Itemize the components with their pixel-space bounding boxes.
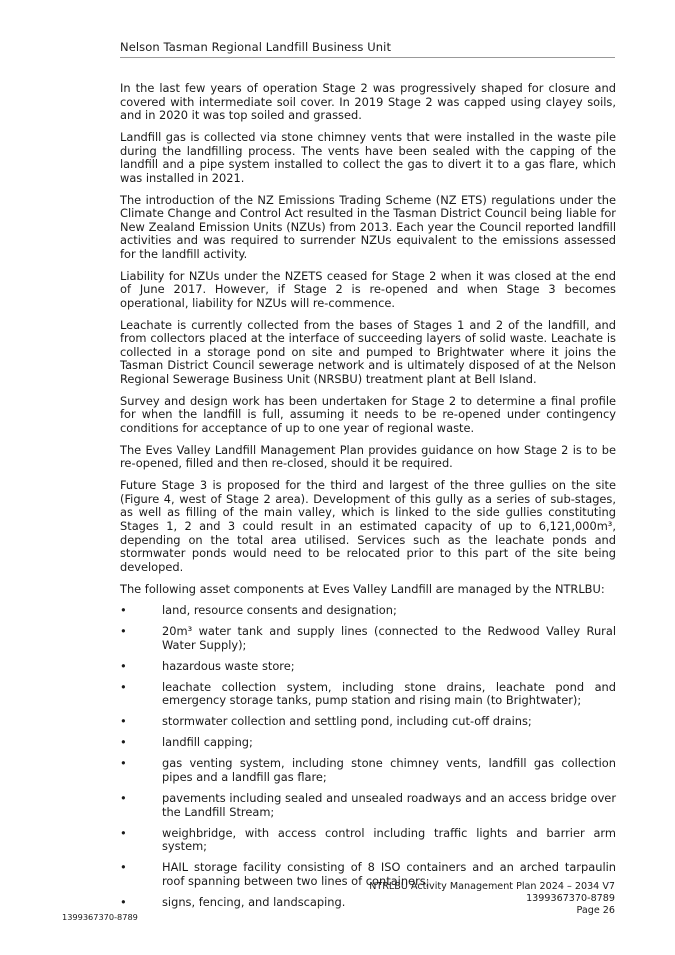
paragraph-nz-ets: The introduction of the NZ Emissions Trading Scheme (NZ ETS) regulations under the Climate Change and Control Act resulted in the Tasman District Council being liable for New Zealand Emission Units (NZUs) from 2013. Each year the Council reported landfill activities and was required to surrender NZUs equivalent to the emissions assessed for the landfill activity. [120,192,616,261]
bullet-icon: • [120,790,127,805]
asset-components-list [120,604,616,909]
bullet-icon: • [120,894,127,909]
document-id: 1399367370-8789 [62,912,138,922]
list-item-text: gas venting system, including stone chimney vents, landfill gas collection pipes and a landfill gas flare; [162,756,616,784]
bullet-icon: • [120,825,127,840]
list-item [120,827,616,854]
list-item-text: HAIL storage facility consisting of 8 ISO containers and an arched tarpaulin roof spanning between two lines of containers; [162,860,616,888]
page-number: Page 26 [576,905,615,916]
bullet-icon: • [120,658,127,673]
list-item [120,681,616,708]
bullet-icon: • [120,860,127,875]
footer-reference: 1399367370-8789 [526,893,615,904]
list-item [120,736,616,750]
list-item-text: landfill capping; [162,735,253,750]
list-item-text: signs, fencing, and landscaping. [162,894,346,909]
bullet-icon: • [120,679,127,694]
paragraph-survey-design: Survey and design work has been undertaken for Stage 2 to determine a final profile for when the landfill is full, assuming it needs to be re-opened under contingency conditions for acceptance of up to one year of regional waste. [120,393,616,435]
list-item-text: stormwater collection and settling pond, including cut-off drains; [162,714,532,729]
list-item [120,660,616,674]
bullet-icon: • [120,603,127,618]
footer-plan-title: NTRLBU Activity Management Plan 2024 – 2034 V7 [369,881,615,892]
paragraph-stage2-closure: In the last few years of operation Stage 2 was progressively shaped for closure and covered with intermediate soil cover. In 2019 Stage 2 was capped using clayey soils, and in 2020 it was top soiled and grassed. [120,81,616,123]
page-header: Nelson Tasman Regional Landfill Business Unit [120,40,615,58]
list-item-text: weighbridge, with access control including traffic lights and barrier arm system; [162,825,616,854]
list-item [120,625,616,652]
body-content [120,82,616,917]
list-item [120,792,616,819]
page-footer [369,881,615,917]
paragraph-landfill-gas: Landfill gas is collected via stone chimney vents that were installed in the waste pile during the landfilling process. The vents have been sealed with the capping of the landfill and a pipe system installed to collect the gas to divert it to a gas flare, which was installed in 2021. [120,129,616,185]
paragraph-nzu-liability: Liability for NZUs under the NZETS ceased for Stage 2 when it was closed at the end of June 2017. However, if Stage 2 is re-opened and when Stage 3 becomes operational, liability for NZUs will re-commence. [120,268,616,310]
paragraph-management-plan: The Eves Valley Landfill Management Plan provides guidance on how Stage 2 is to be re-opened, filled and then re-closed, should it be required. [120,442,616,471]
list-item-text: 20m³ water tank and supply lines (connected to the Redwood Valley Rural Water Supply); [162,624,616,652]
paragraph-leachate: Leachate is currently collected from the bases of Stages 1 and 2 of the landfill, and from collectors placed at the interface of succeeding layers of solid waste. Leachate is collected in a storage pond on site and pumped to Brightwater where it joins the Tasman District Council sewerage network and is ultimately disposed of at the Nelson Regional Sewerage Business Unit (NRSBU) treatment plant at Bell Island. [120,317,616,387]
list-item [120,604,616,618]
list-item-text: land, resource consents and designation; [162,603,397,618]
list-item [120,715,616,729]
bullet-icon: • [120,624,127,639]
list-item-text: leachate collection system, including stone drains, leachate pond and emergency storage tanks, pump station and rising main (to Brightwater); [162,679,616,708]
paragraph-asset-intro: The following asset components at Eves Valley Landfill are managed by the NTRLBU: [120,581,605,596]
bullet-icon: • [120,714,127,729]
bullet-icon: • [120,735,127,750]
paragraph-stage3: Future Stage 3 is proposed for the third and largest of the three gullies on the site (Figure 4, west of Stage 2 area). Development of this gully as a series of sub-stages, as well as filling of the main valley, which is linked to the side gullies constituting Stages 1, 2 and 3 could result in an estimated capacity of up to 6,121,000m³, depending on the total area utilised. Services such as the leachate ponds and stormwater ponds would need to be relocated prior to this part of the site being developed. [120,478,616,574]
list-item-text: pavements including sealed and unsealed roadways and an access bridge over the Landfill Stream; [162,790,616,819]
list-item [120,757,616,784]
list-item-text: hazardous waste store; [162,658,295,673]
bullet-icon: • [120,756,127,771]
